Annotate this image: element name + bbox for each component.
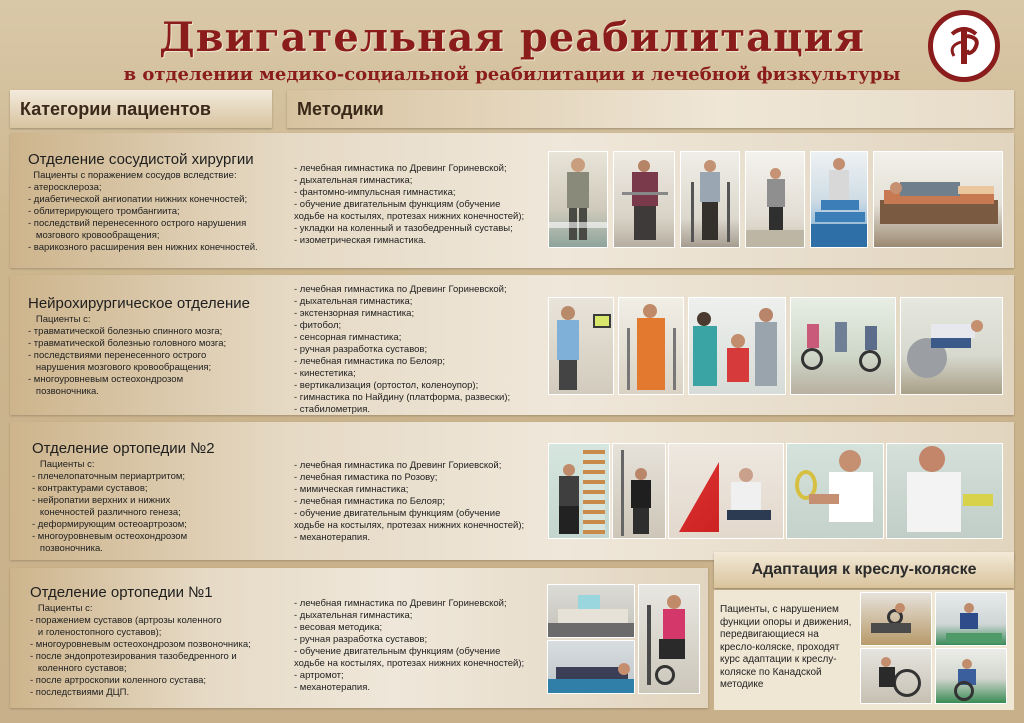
photo-training-stairs [810,151,868,248]
photo-verticalization [618,297,684,395]
photo-wheelchair-court [935,648,1007,704]
photo-hand-trainer [886,443,1003,539]
photo-exercise-machine [668,443,784,539]
patients-list: Пациенты с: - плечелопаточным периартритом; - контрактурами суставов; - нейропатии верхних и нижних конечностей различного генеза; - деформирующим остеоартрозом; - многоуровневым остеохондрозом позвоночника. [32,459,188,554]
photo-hand-exercise [786,443,884,539]
patients-list: Пациенты с: - поражением суставов (артрозы коленного и голеностопного суставов); - многоуровневым остеохондрозом позвоночника; - после эндопротезирования тазобедренного и коленного суставов; - после артроскопии коленного сустава; - последствиями ДЦП. [30,603,251,698]
page-title: Двигательная реабилитация [159,14,865,61]
patients-column-header: Категории пациентов [10,90,272,128]
photo-lying-exercise [873,151,1003,248]
photo-ramp-walking [745,151,805,248]
photo-lying-leg-exercise [547,640,635,694]
section-patients [28,151,258,254]
section-title: Отделение ортопедии №1 [30,584,213,601]
photo-wheelchair-group [790,297,896,395]
section-patients [30,584,251,699]
photo-walker-training [613,151,675,248]
photo-wheelchair-mat [935,592,1007,646]
photo-wall-bars [548,443,610,539]
section-patients [32,440,215,555]
photo-leg-positioning [547,584,635,638]
methods-list: - лечебная гимнастика по Древинг Гориневской; - дыхательная гимнастика; - весовая методика; - ручная разработка суставов; - обучение двигательным функциям (обучение ходьбе на костылях, протезах нижних конечностей); - артромот; - механотерапия. [294,598,525,693]
photo-fitball [900,297,1003,395]
photo-stairs-walking [548,151,608,248]
photo-stabilometry [548,297,614,395]
methods-list: - лечебная гимнастика по Древинг Гориевской; - лечебная гимастика по Розову; - мимическая гимнастика; - лечебная гимнастика по Белояр; - обучение двигательным функциям (обучение ходьбе на костылях, протезах нижних конечностей); - механотерапия. [294,460,525,543]
methods-list: - лечебная гимнастика по Древинг Гориневской; - дыхательная гимнастика; - фантомно-импульсная гимнастика; - обучение двигательным функциям (обучение ходьбе на костылях, протезах нижних конечностей); - укладки на коленный и тазобедренный суставы; - изометрическая гимнастика. [294,163,525,246]
photo-mechanotherapy-standing [612,443,666,539]
photo-naidin-platform [688,297,786,395]
section-title: Нейрохирургическое отделение [28,295,250,312]
adaptation-title: Адаптация к креслу-коляске [714,552,1014,588]
adaptation-text: Пациенты, с нарушением функции опоры и движения, передвигающиеся на кресло-коляске, проходят курс адаптации к креслу- коляске по Канадской методике [720,604,852,690]
section-title: Отделение ортопедии №2 [32,440,215,457]
photo-wheelchair-floor [860,592,932,646]
methods-list: - лечебная гимнастика по Древинг Гориневской; - дыхательная гимнастика; - экстензорная гимнастика; - фитобол; - сенсорная гимнастика; - ручная разработка суставов; - лечебная гимнастика по Белояр; - кинестетика; - вертикализация (ортостол, коленоупор); - гимнастика по Найдину (платформа, развески); - стабилометрия. [294,284,511,415]
page-subtitle: в отделении медико-социальной реабилитации и лечебной физкультуры [123,64,901,85]
section-patients [28,295,250,398]
photo-crutches-walking [680,151,740,248]
patients-list: Пациенты с: - травматической болезнью спинного мозга; - травматической болезнью головного мозга; - последствиями перенесенного острого нарушения мозгового кровообращения; - многоуровневым остеохондрозом позвоночника. [28,314,227,397]
medical-emblem-icon [928,10,1000,82]
section-title: Отделение сосудистой хирургии [28,151,254,168]
methods-column-header: Методики [287,90,1014,128]
photo-exercise-bike [638,584,700,694]
photo-wheelchair-wheelie [860,648,932,704]
patients-list: Пациенты с поражением сосудов вследствие: - атеросклероза; - диабетической ангиопатии нижних конечностей; - облитерирующего тромбангиита; - последствий перенесенного острого нарушения мозгового кровообращения; - варикозного расширения вен нижних конечностей. [28,170,258,253]
